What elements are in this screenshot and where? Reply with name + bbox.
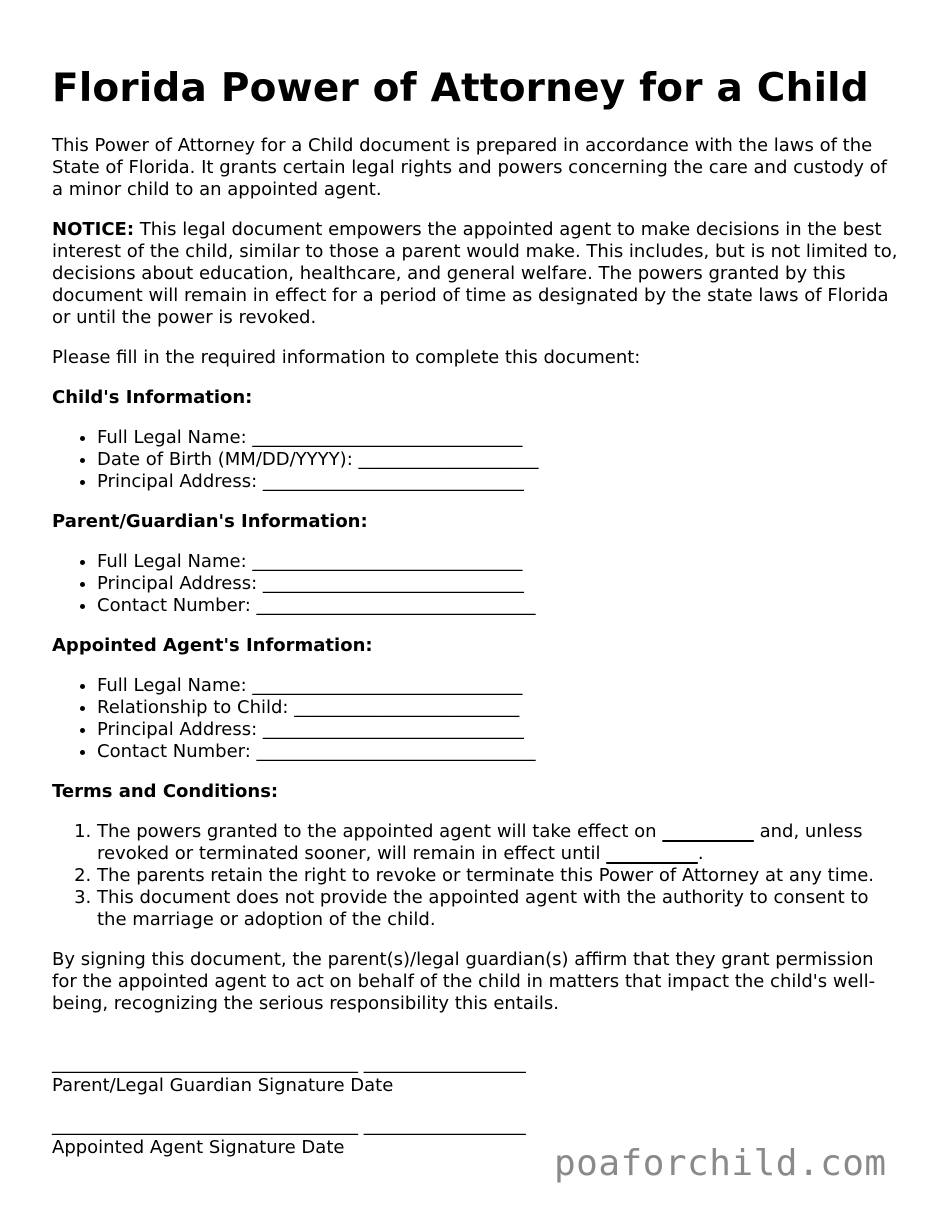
notice-paragraph	[52, 219, 902, 329]
page-title: Florida Power of Attorney for a Child	[52, 66, 869, 111]
notice-label: NOTICE:	[52, 219, 135, 240]
agent-name-field: • Full Legal Name: ______________________________	[97, 675, 902, 697]
term-item: 3. This document does not provide the appointed agent with the authority to consent to the marriage or adoption of the child.	[97, 887, 902, 931]
agent-address-field: • Principal Address: _____________________________	[97, 719, 902, 741]
child-info-heading: Child's Information:	[52, 387, 253, 408]
notice-text: This legal document empowers the appointed agent to make decisions in the best interest of the child, similar to those a parent would make. This includes, but is not limited to, decisions about education, healthcare, and general welfare. The powers granted by this document will remain in effect for a period of time as designated by the state laws of Florida or until the power is revoked.	[52, 219, 898, 328]
parent-name-field: • Full Legal Name: ______________________________	[97, 551, 902, 573]
child-dob-field: • Date of Birth (MM/DD/YYYY): ____________________	[97, 449, 902, 471]
intro-paragraph: This Power of Attorney for a Child document is prepared in accordance with the laws of the State of Florida. It grants certain legal rights and powers concerning the care and custody of a minor child to an appointed agent.	[52, 135, 887, 200]
document-body	[52, 135, 902, 1033]
start-date-blank	[662, 821, 754, 842]
term-1-text-a: The powers granted to the appointed agent will take effect on	[97, 821, 663, 842]
terms-heading: Terms and Conditions:	[52, 781, 279, 802]
term-item	[97, 821, 902, 865]
parent-info-list	[52, 551, 902, 617]
child-address-field: • Principal Address: _____________________________	[97, 471, 902, 493]
term-1-text-c: .	[697, 843, 704, 864]
closing-paragraph: By signing this document, the parent(s)/legal guardian(s) affirm that they grant permission for the appointed agent to act on behalf of the child in matters that impact the child's well-being, recognizing the serious responsibility this entails.	[52, 949, 876, 1014]
instructions-paragraph: Please fill in the required information to complete this document:	[52, 347, 641, 368]
signature-label: Appointed Agent Signature Date	[52, 1137, 345, 1158]
term-1-text-b: and, unless revoked or terminated sooner, will remain in effect until	[97, 821, 863, 864]
terms-list	[52, 821, 902, 931]
parent-address-field: • Principal Address: _____________________________	[97, 573, 902, 595]
agent-signature-block	[52, 1115, 552, 1159]
end-date-blank	[606, 843, 698, 864]
agent-relationship-field: • Relationship to Child: _________________________	[97, 697, 902, 719]
agent-info-heading: Appointed Agent's Information:	[52, 635, 373, 656]
parent-info-heading: Parent/Guardian's Information:	[52, 511, 368, 532]
signature-line: __________________________________ __________________	[52, 1115, 526, 1136]
parent-signature-block	[52, 1053, 552, 1097]
site-watermark: poaforchild.com	[554, 1143, 887, 1184]
signature-line: __________________________________ __________________	[52, 1053, 526, 1074]
child-name-field: • Full Legal Name: ______________________________	[97, 427, 902, 449]
child-info-list	[52, 427, 902, 493]
agent-info-list	[52, 675, 902, 763]
parent-contact-field: • Contact Number: _______________________________	[97, 595, 902, 617]
agent-contact-field: • Contact Number: _______________________________	[97, 741, 902, 763]
signature-label: Parent/Legal Guardian Signature Date	[52, 1075, 394, 1096]
term-item: 2. The parents retain the right to revoke or terminate this Power of Attorney at any time.	[97, 865, 902, 887]
